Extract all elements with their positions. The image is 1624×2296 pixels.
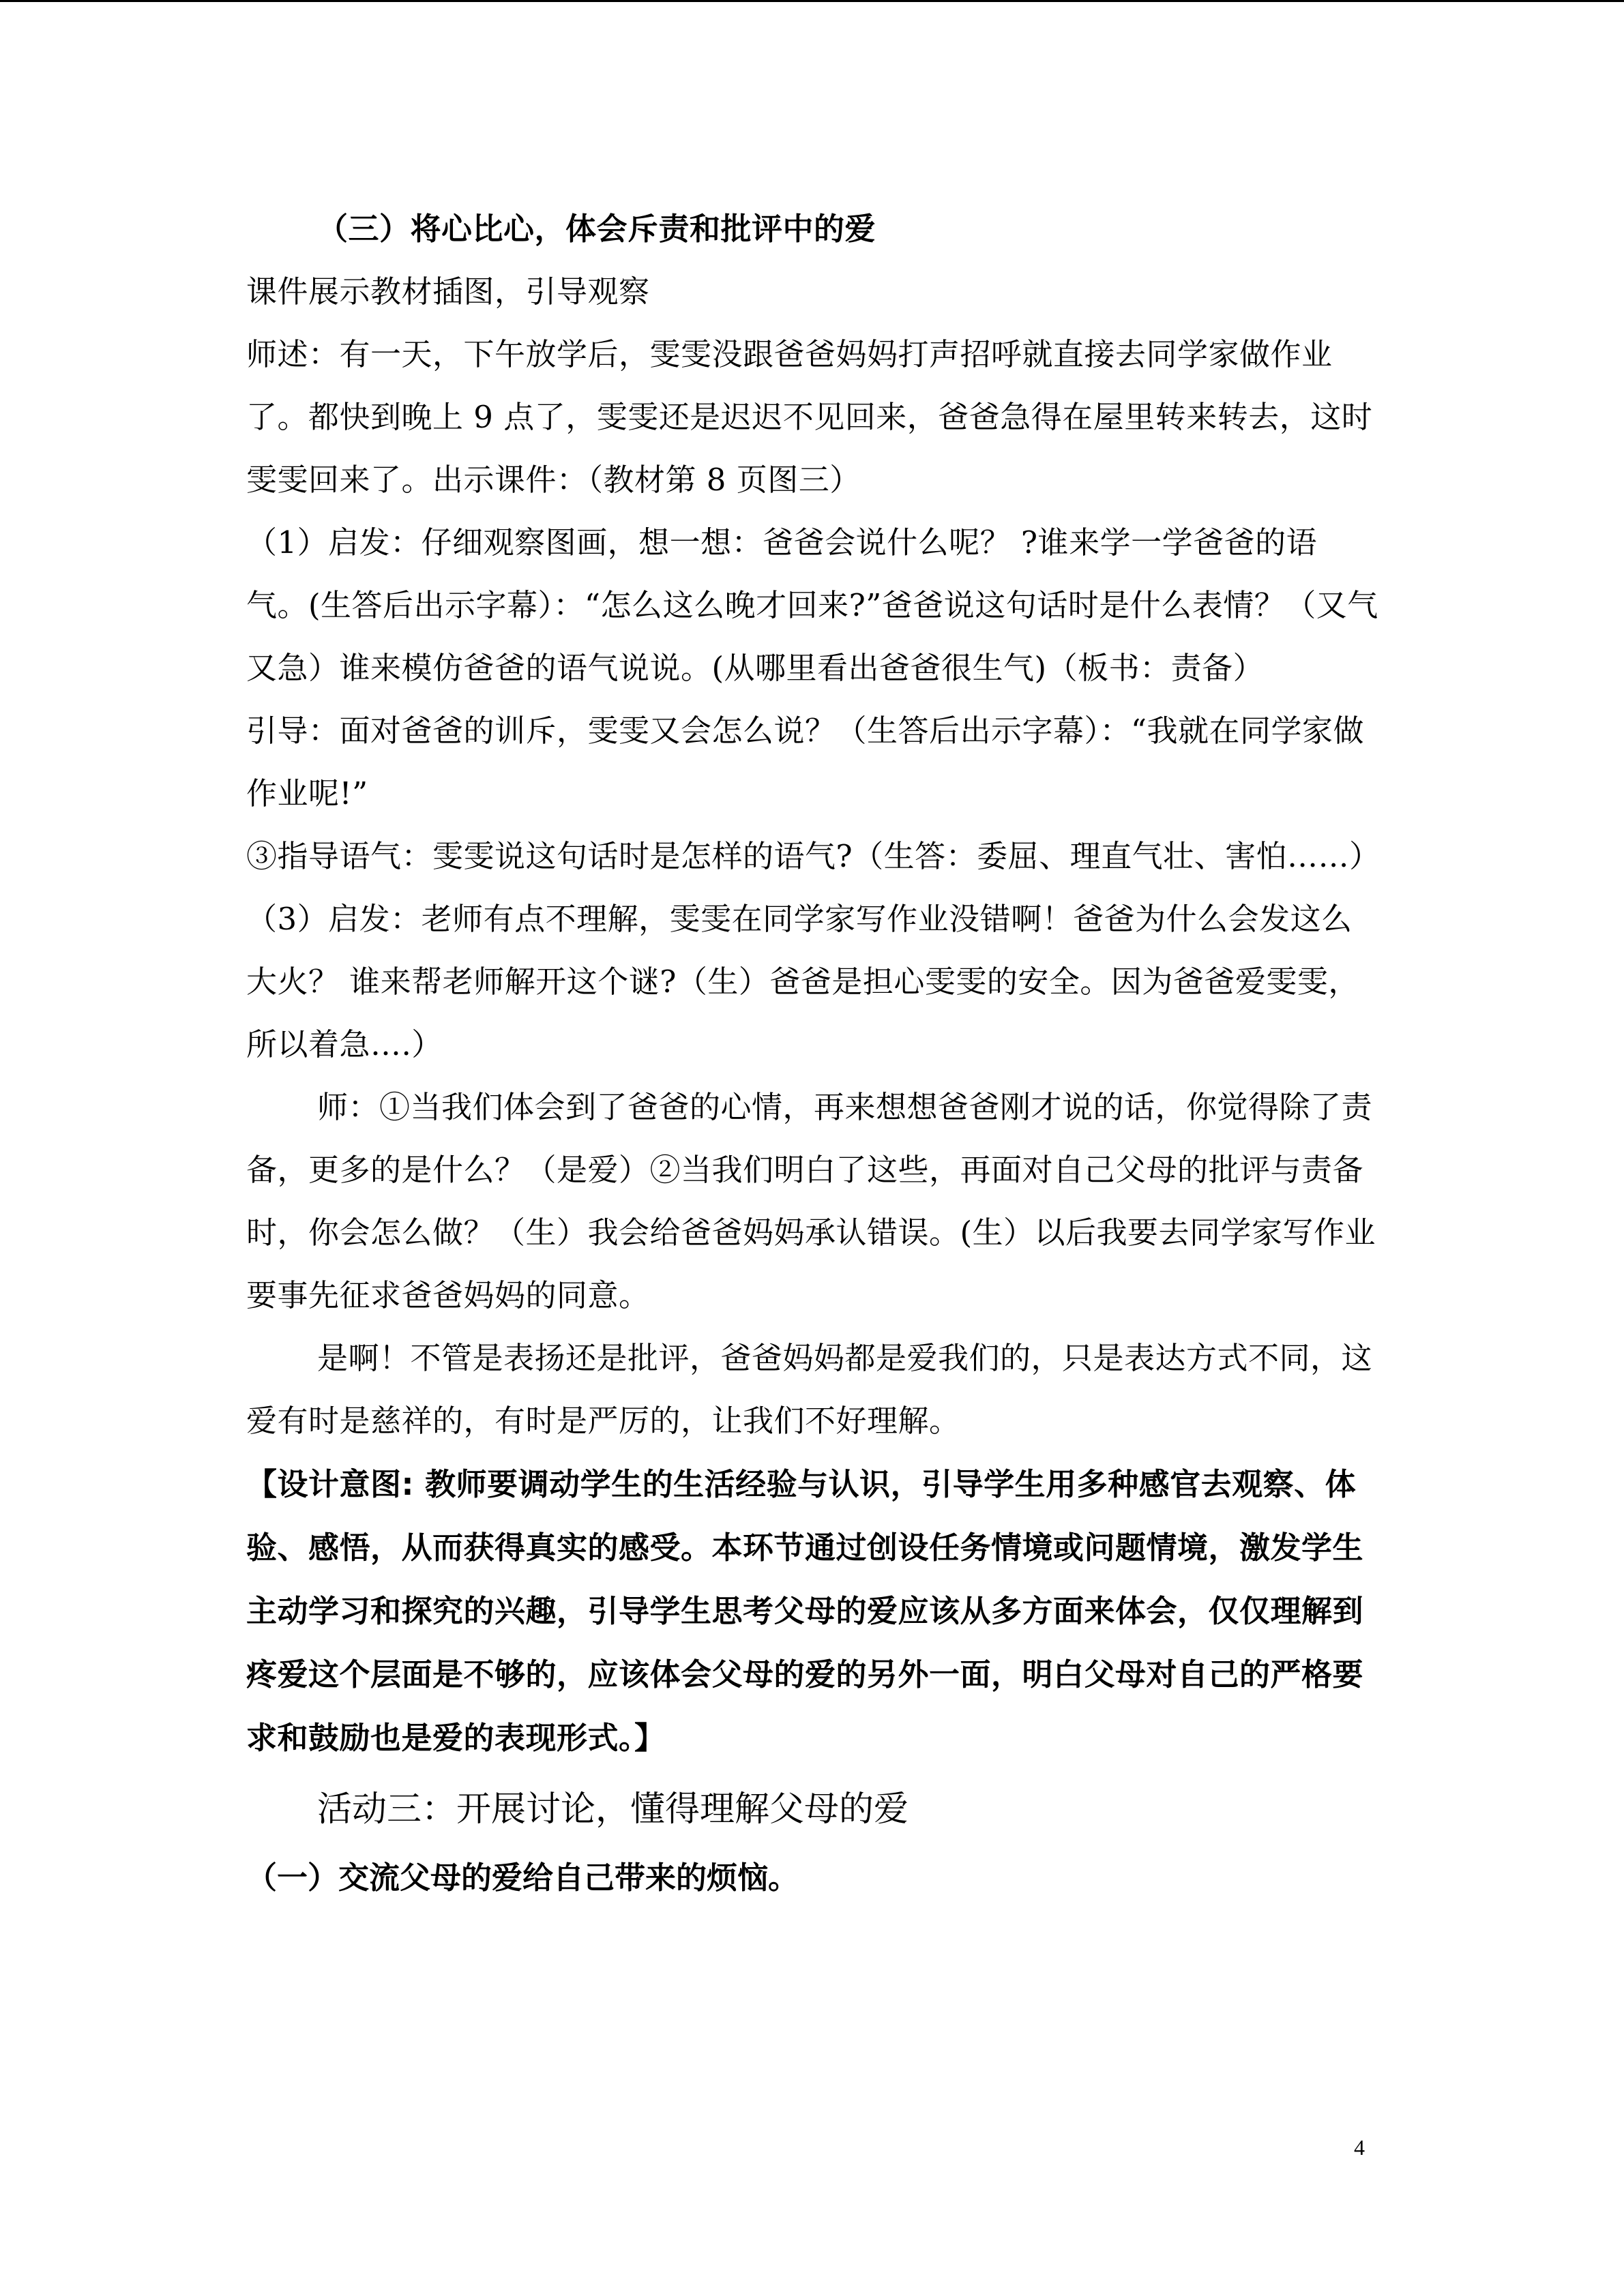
paragraph-teacher-narration: 师述：有一天，下午放学后，雯雯没跟爸爸妈妈打声招呼就直接去同学家做作业了。都快到晚上 9 点了，雯雯还是迟迟不见回来，爸爸急得在屋里转来转去，这时雯雯回来了。出示课件：（教材第 8 页图三） [246,336,1373,498]
activity-heading: 活动三：开展讨论，懂得理解父母的爱 [317,1789,909,1830]
paragraph-courseware: 课件展示教材插图，引导观察 [246,273,650,310]
page-top-border [0,0,1624,2]
paragraph-inspire-3: （3）启发：老师有点不理解，雯雯在同学家写作业没错啊！爸爸为什么会发这么大火？ 谁来帮老师解开这个谜?（生）爸爸是担心雯雯的安全。因为爸爸爱雯雯，所以着急….） [246,901,1359,1062]
page-number: 4 [1354,2135,1365,2160]
sub-heading: （一）交流父母的爱给自己带来的烦恼。 [246,1860,799,1896]
section-heading: （三）将心比心，体会斥责和批评中的爱 [317,211,876,247]
document-body [246,198,1381,1909]
paragraph-inspire-1: （1）启发：仔细观察图画，想一想：爸爸会说什么呢？ ?谁来学一学爸爸的语气。(生答后出示字幕）：“怎么这么晚才回来?”爸爸说这句话时是什么表情？（又气又急）谁来模仿爸爸的语气说说。(从哪里看出爸爸很生气)（板书：责备） [246,524,1378,686]
paragraph-conclusion: 是啊！不管是表扬还是批评，爸爸妈妈都是爱我们的，只是表达方式不同，这爱有时是慈祥的，有时是严厉的，让我们不好理解。 [246,1340,1373,1439]
paragraph-teacher-summary: 师：①当我们体会到了爸爸的心情，再来想想爸爸刚才说的话，你觉得除了责备，更多的是什么？（是爱）②当我们明白了这些，再面对自己父母的批评与责备时，你会怎么做？（生）我会给爸爸妈妈承认错误。(生）以后我要去同学家写作业要事先征求爸爸妈妈的同意。 [246,1089,1376,1313]
design-intent-note: 【设计意图: 教师要调动学生的生活经验与认识，引导学生用多种感官去观察、体验、感悟，从而获得真实的感受。本环节通过创设任务情境或问题情境，激发学生主动学习和探究的兴趣，引导学生思考父母的爱应该从多方面来体会，仅仅理解到疼爱这个层面是不够的，应该体会父母的爱的另外一面，明白父母对自己的严格要求和鼓励也是爱的表现形式。】 [246,1466,1364,1756]
paragraph-guide: 引导：面对爸爸的训斥，雯雯又会怎么说？（生答后出示字幕）：“我就在同学家做作业呢!” [246,713,1365,811]
paragraph-tone-guidance: ③指导语气：雯雯说这句话时是怎样的语气?（生答：委屈、理直气壮、害怕……） [246,838,1381,874]
